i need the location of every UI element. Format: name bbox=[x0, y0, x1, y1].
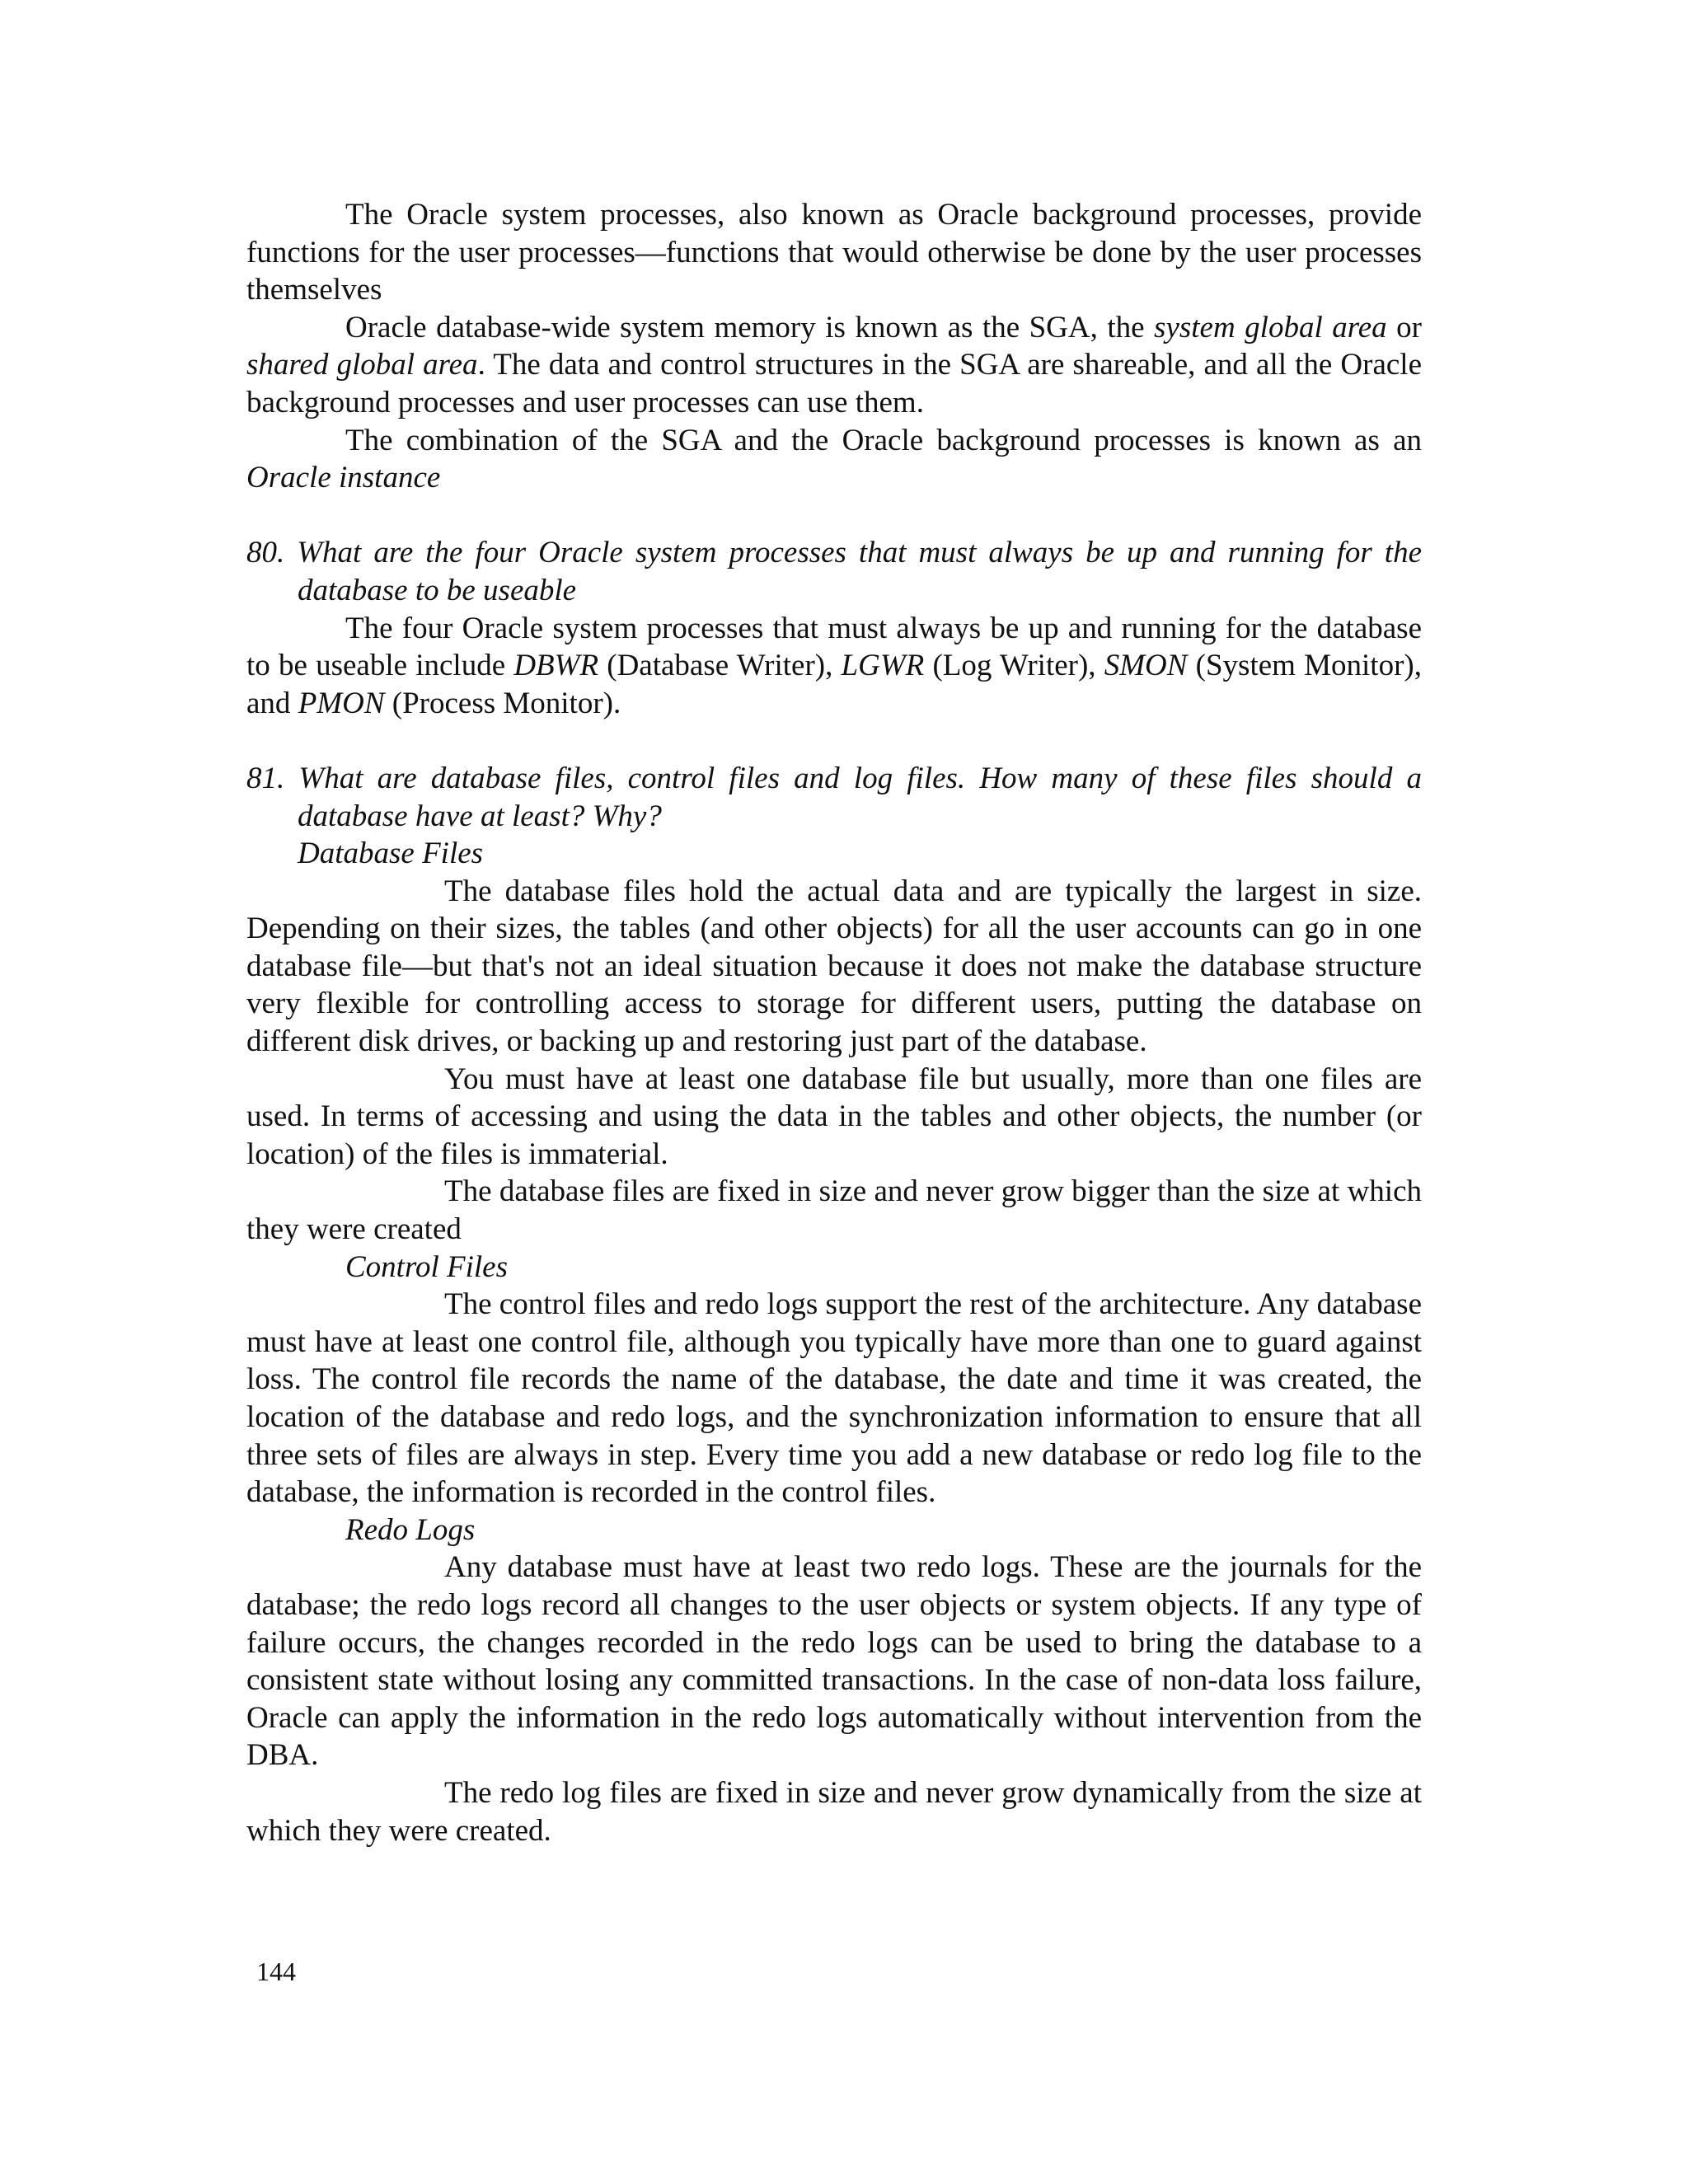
emphasis: DBWR bbox=[513, 649, 599, 683]
text-run: The combination of the SGA and the Oracle background processes is known as an bbox=[345, 423, 1422, 457]
answer-80 bbox=[246, 610, 1422, 723]
control-files-paragraph: The control files and redo logs support the rest of the architecture. Any database must have at least one control file, although you typically have more than one to guard against loss. The control file records the name of the database, the date and time it was created, the location of the database and redo logs, and the synchronization information to ensure that all three sets of files are always in step. Every time you add a new database or redo log file to the database, the information is recorded in the control files. bbox=[246, 1287, 1422, 1510]
text-run: The four Oracle system processes that must always be up and running for the database to be useable include bbox=[246, 611, 1422, 683]
text-run: (Log Writer), bbox=[924, 649, 1104, 683]
page-content bbox=[246, 196, 1422, 1849]
intro-paragraph-1: The Oracle system processes, also known as Oracle background processes, provide functions for the user processes—functions that would otherwise be done by the user processes themselves bbox=[246, 198, 1422, 307]
redo-logs-paragraph-1: Any database must have at least two redo logs. These are the journals for the database; the redo logs record all changes to the user objects or system objects. If any type of failure occurs, the changes recorded in the redo logs can be used to bring the database to a consistent state without losing any committed transactions. In the case of non-data loss failure, Oracle can apply the information in the redo logs automatically without intervention from the DBA. bbox=[246, 1550, 1422, 1773]
database-files-heading: Database Files bbox=[298, 837, 484, 871]
emphasis: shared global area bbox=[246, 348, 478, 382]
question-81: 81. What are database files, control files and log files. How many of these files should a database have at least? Why? bbox=[246, 761, 1422, 833]
redo-logs-paragraph-2: The redo log files are fixed in size and never grow dynamically from the size at which they were created. bbox=[246, 1775, 1422, 1848]
text-run: Oracle database-wide system memory is known as the SGA, the bbox=[345, 310, 1155, 344]
spacer bbox=[246, 722, 1422, 760]
database-files-paragraph-3: The database files are fixed in size and never grow bigger than the size at which they were created bbox=[246, 1174, 1422, 1247]
emphasis: Oracle instance bbox=[246, 461, 441, 495]
text-run: or bbox=[1386, 310, 1422, 344]
text-run: (Database Writer), bbox=[598, 649, 842, 683]
database-files-paragraph-1: The database files hold the actual data and are typically the largest in size. Depending on their sizes, the tables (and other objects) for all the user accounts can go in one database file—but that's not an ideal situation because it does not make the database structure very flexible for controlling access to storage for different users, putting the database on different disk drives, or backing up and restoring just part of the database. bbox=[246, 874, 1422, 1059]
question-80: 80. What are the four Oracle system processes that must always be up and running for the database to be useable bbox=[246, 536, 1422, 607]
redo-logs-heading: Redo Logs bbox=[345, 1512, 476, 1547]
intro-paragraph-3 bbox=[246, 422, 1422, 497]
database-files-paragraph-2: You must have at least one database file but usually, more than one files are used. In terms of accessing and using the data in the tables and other objects, the number (or location) of the files is immaterial. bbox=[246, 1062, 1422, 1171]
emphasis: PMON bbox=[298, 686, 385, 720]
page-number: 144 bbox=[256, 1957, 296, 1986]
spacer bbox=[246, 497, 1422, 535]
text-run: (Process Monitor). bbox=[384, 686, 621, 720]
control-files-heading: Control Files bbox=[345, 1249, 508, 1284]
emphasis: SMON bbox=[1104, 649, 1188, 683]
text-run: (System Monitor), and bbox=[246, 649, 1422, 720]
intro-paragraph-2 bbox=[246, 309, 1422, 422]
emphasis: LGWR bbox=[841, 649, 925, 683]
text-run: . The data and control structures in the SGA are shareable, and all the Oracle background processes and user processes can use them. bbox=[246, 348, 1423, 419]
emphasis: system global area bbox=[1154, 310, 1387, 344]
